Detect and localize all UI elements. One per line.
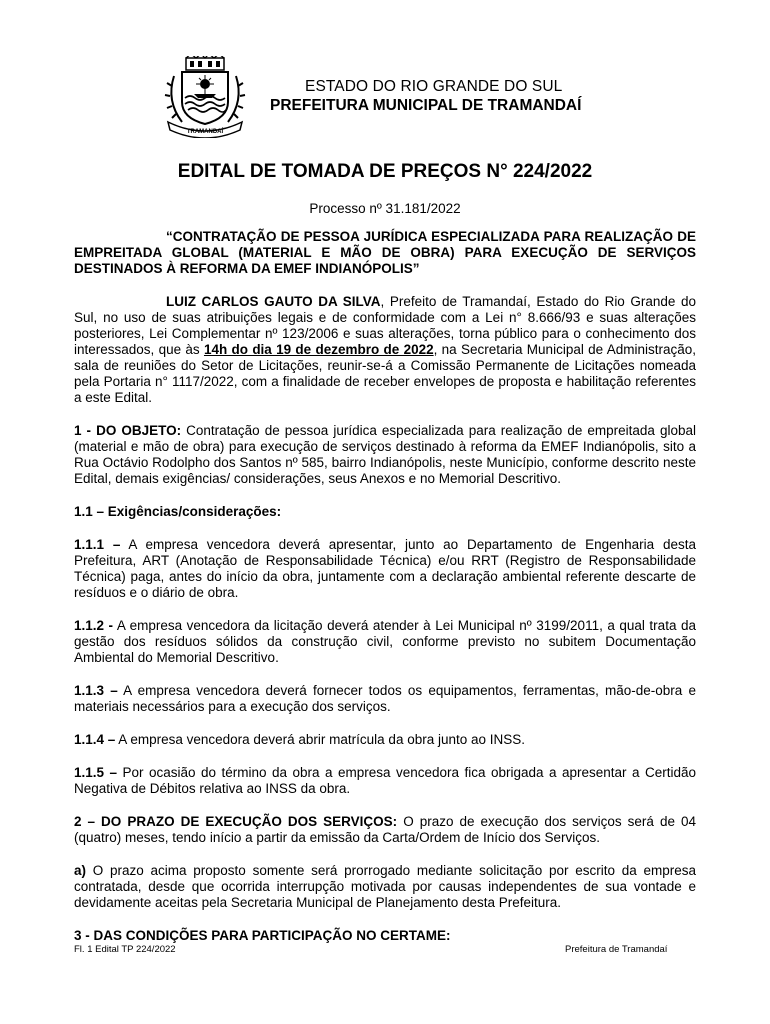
intro-paragraph (74, 294, 696, 406)
subsection-1-1-4 (74, 732, 696, 748)
subsection-1-1-1-text: A empresa vencedora deverá apresentar, junto ao Departamento de Engenharia desta Prefeitura, ART (Anotação de Responsabilidade Técnica) e/ou RRT (Registro de Responsabilidade Técnica) paga, antes do início da obra, juntamente com a declaração ambiental referente descarte de resíduos e o diário de obra. (74, 537, 696, 600)
process-number: Processo nº 31.181/2022 (309, 201, 461, 216)
section-2-text: O prazo de execução dos serviços será de 04 (quatro) meses, tendo início a partir da emissão da Carta/Ordem de Início dos Serviços. (74, 814, 697, 845)
mayor-name: LUIZ CARLOS GAUTO DA SILVA (166, 294, 381, 309)
subsection-1-1-2-label: 1.1.2 - (74, 618, 114, 633)
subsection-1-1-heading: 1.1 – Exigências/considerações: (74, 504, 282, 519)
section-3-heading: 3 - DAS CONDIÇÕES PARA PARTICIPAÇÃO NO CERTAME: (74, 928, 451, 943)
section-2-label: 2 – DO PRAZO DE EXECUÇÃO DOS SERVIÇOS: (74, 814, 398, 829)
subsection-1-1-3-text: A empresa vencedora deverá fornecer todos os equipamentos, ferramentas, mão-de-obra e materiais necessários para a execução dos serviços. (74, 683, 696, 714)
document-body (74, 229, 696, 961)
subsection-1-1-3-label: 1.1.3 – (74, 683, 118, 698)
section-2-item-a (74, 863, 696, 911)
subsection-1-1-4-text: A empresa vencedora deverá abrir matrícula da obra junto ao INSS. (115, 732, 526, 747)
subsection-1-1-5 (74, 765, 696, 797)
subsection-1-1-1 (74, 537, 696, 601)
subsection-1-1-2 (74, 618, 696, 666)
subsection-1-1-3 (74, 683, 696, 715)
subsection-1-1-4-label: 1.1.4 – (74, 732, 116, 747)
header-state: ESTADO DO RIO GRANDE DO SUL (305, 78, 563, 95)
subsection-1-1-2-text: A empresa vencedora da licitação deverá atender à Lei Municipal nº 3199/2011, a qual trata da gestão dos resíduos sólidos da construção civil, conforme previsto no subitem Documentação Ambiental do Memorial Descritivo. (74, 618, 696, 665)
subsection-1-1-5-label: 1.1.5 – (74, 765, 118, 780)
section-2-paragraph (74, 814, 696, 846)
footer-issuer: Prefeitura de Tramandaí (565, 944, 668, 955)
section-2-item-a-text: O prazo acima proposto somente será prorrogado mediante solicitação por escrito da empresa contratada, desde que ocorrida interrupção motivada por causas independentes de sua vontade e devidamente aceitas pela Secretaria Municipal de Planejamento desta Prefeitura. (74, 863, 696, 910)
section-1-label: 1 - DO OBJETO: (74, 423, 182, 438)
object-heading: “CONTRATAÇÃO DE PESSOA JURÍDICA ESPECIALIZADA PARA REALIZAÇÃO DE EMPREITADA GLOBAL (MATERIAL E MÃO DE OBRA) PARA EXECUÇÃO DE SERVIÇOS DESTINADOS À REFORMA DA EMEF INDIANÓPOLIS” (74, 229, 696, 276)
document-title: EDITAL DE TOMADA DE PREÇOS N° 224/2022 (177, 161, 593, 182)
section-2-item-a-label: a) (74, 863, 87, 878)
footer-page-ref: Fl. 1 Edital TP 224/2022 (74, 944, 176, 955)
intro-text-2: , na Secretaria Municipal de Administração, sala de reuniões do Setor de Licitações, reunir-se-á a Comissão Permanente de Licitações nomeada pela Portaria n° 1117/2022, com a finalidade de receber envelopes de proposta e habilitação referentes a este Edital. (74, 342, 696, 405)
crest-ribbon-text: TRAMANDAÍ (186, 129, 224, 135)
intro-text-1: , Prefeito de Tramandaí, Estado do Rio Grande do Sul, no uso de suas atribuições legais e de conformidade com a Lei n° 8.666/93 e suas alterações posteriores, Lei Complementar nº 123/2006 e suas alterações, torna público para o conhecimento dos interessados, que às (74, 294, 697, 357)
section-1-text: Contratação de pessoa jurídica especializada para realização de empreitada global (material e mão de obra) para execução de serviços destinado à reforma da EMEF Indianópolis, sito a Rua Octávio Rodolpho dos Santos nº 585, bairro Indianópolis, neste Município, conforme descrito neste Edital, demais exigências/ considerações, seus Anexos e no Memorial Descritivo. (74, 423, 696, 486)
section-1-paragraph (74, 423, 696, 487)
subsection-1-1-5-text: Por ocasião do término da obra a empresa vencedora fica obrigada a apresentar a Certidão Negativa de Débitos relativa ao INSS da obra. (74, 765, 696, 796)
header-municipality: PREFEITURA MUNICIPAL DE TRAMANDAÍ (270, 97, 582, 114)
session-date: 14h do dia 19 de dezembro de 2022 (203, 342, 434, 357)
municipal-coat-of-arms-icon (160, 56, 250, 138)
subsection-1-1-1-label: 1.1.1 – (74, 537, 121, 552)
